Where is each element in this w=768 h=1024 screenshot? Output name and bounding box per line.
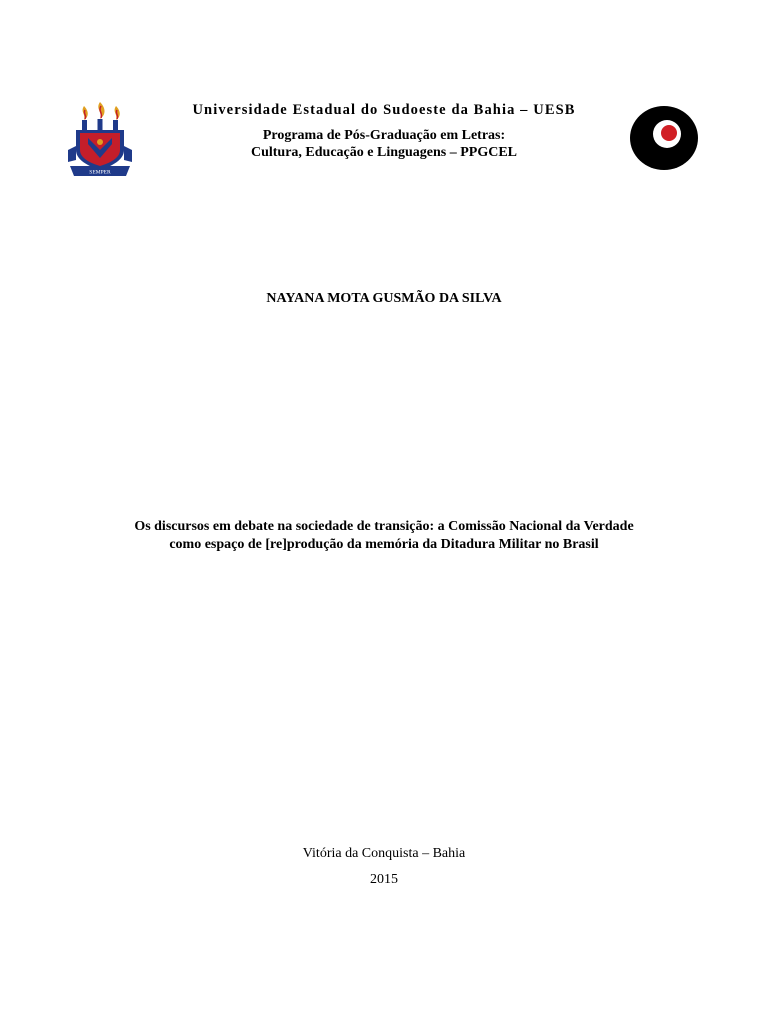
thesis-title-line-1: Os discursos em debate na sociedade de transição: a Comissão Nacional da Verdade <box>134 519 634 534</box>
uesb-crest-logo <box>66 100 134 180</box>
program-name-line-1: Programa de Pós-Graduação em Letras: <box>262 128 506 143</box>
publication-year: 2015 <box>370 872 398 887</box>
ppgcel-circle-logo <box>629 105 699 171</box>
crest-motto: SEMPER <box>89 169 111 176</box>
city-location: Vitória da Conquista – Bahia <box>302 846 466 861</box>
flame-icon <box>83 102 120 120</box>
program-name-line-2: Cultura, Educação e Linguagens – PPGCEL <box>250 145 518 160</box>
author-name: NAYANA MOTA GUSMÃO DA SILVA <box>266 291 502 306</box>
thesis-title-line-2: como espaço de [re]produção da memória da Ditadura Militar no Brasil <box>169 537 599 552</box>
shield-icon <box>76 130 124 170</box>
university-name: Universidade Estadual do Sudoeste da Bahia – UESB <box>192 102 576 118</box>
